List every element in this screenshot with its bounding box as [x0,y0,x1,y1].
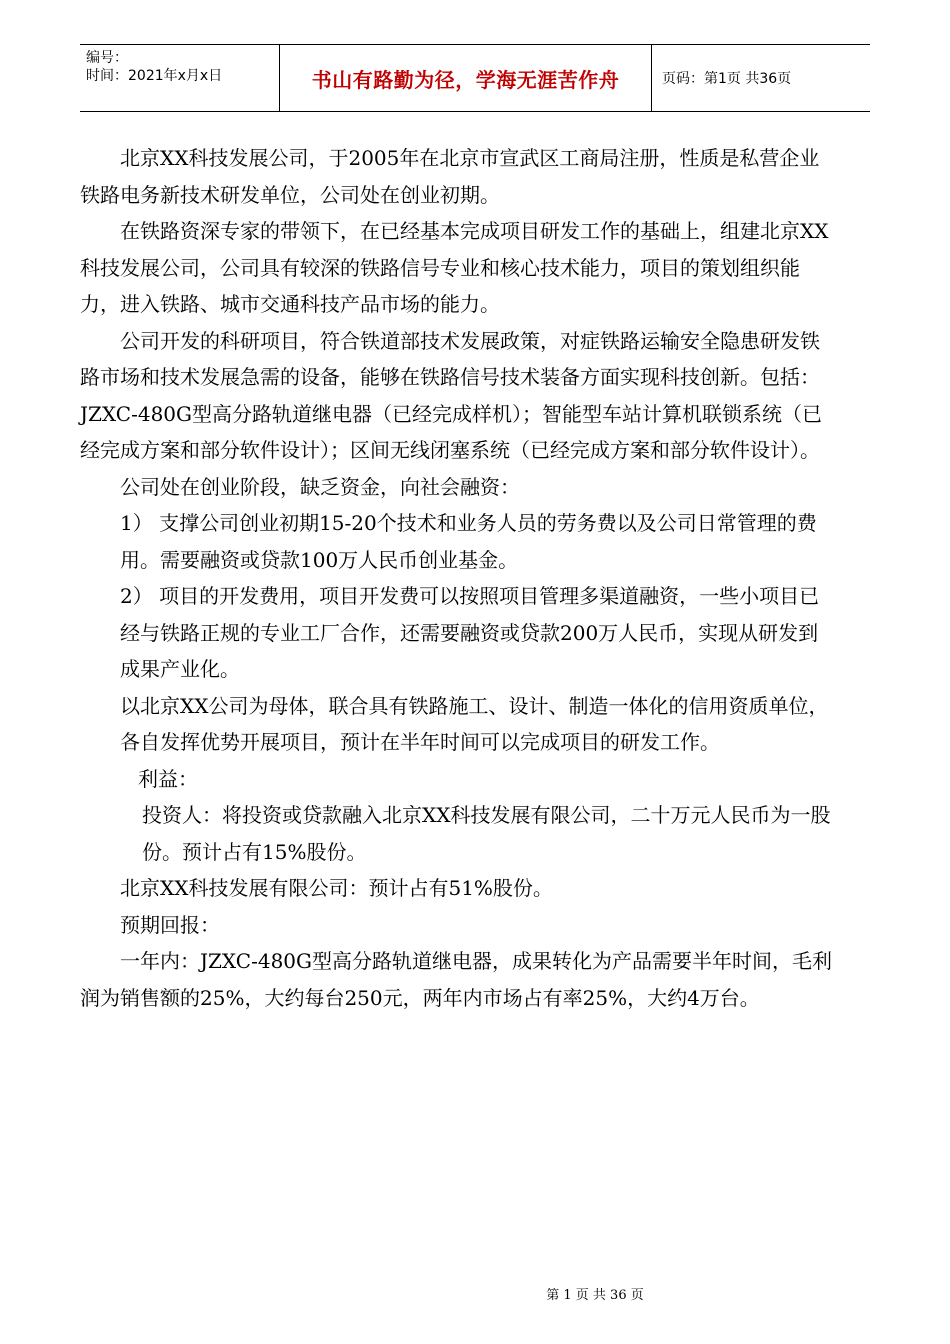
header-motto: 书山有路勤为径，学海无涯苦作舟 [280,45,652,111]
financing-item-2: 2） 项目的开发费用，项目开发费可以按照项目管理多渠道融资，一些小项目已经与铁路正规的专业工厂合作，还需要融资或贷款200万人民币，实现从研发到成果产业化。 [120,584,820,681]
paragraph-year1-return: 一年内：JZXC-480G型高分路轨道继电器，成果转化为产品需要半年时间，毛利润为销售额的25%，大约每台250元，两年内市场占有率25%，大约4万台。 [80,949,833,1010]
paragraph-research-projects: 公司开发的科研项目，符合铁道部技术发展政策，对症铁路运输安全隐患研发铁路市场和技术发展急需的设备，能够在铁路信号技术装备方面实现科技创新。包括：JZXC-480G型高分路轨道继电器（已经完成样机）；智能型车站计算机联锁系统（已经完成方案和部分软件设计）；区间无线闭塞系统（已经完成方案和部分软件设计）。 [80,328,823,462]
expected-return-label: 预期回报： [120,912,220,937]
page-header [80,44,870,112]
paragraph-financing-intro: 公司处在创业阶段，缺乏资金，向社会融资： [120,474,520,499]
financing-item-1: 1） 支撑公司创业初期15-20个技术和业务人员的劳务费以及公司日常管理的费用。需要融资或贷款100万人民币创业基金。 [120,511,817,572]
document-number-label: 编号： [86,50,128,66]
header-meta [80,45,280,111]
paragraph-expert-team: 在铁路资深专家的带领下，在已经基本完成项目研发工作的基础上，组建北京XX科技发展公司，公司具有较深的铁路信号专业和核心技术能力，项目的策划组织能力，进入铁路、城市交通科技产品市场的能力。 [80,219,829,316]
document-body [80,140,832,1016]
paragraph-partnership: 以北京XX公司为母体，联合具有铁路施工、设计、制造一体化的信用资质单位，各自发挥优势开展项目，预计在半年时间可以完成项目的研发工作。 [120,693,829,754]
benefit-label: 利益： [138,766,198,791]
paragraph-investor: 投资人：将投资或贷款融入北京XX科技发展有限公司，二十万元人民币为一股份。预计占有15%股份。 [142,803,831,864]
paragraph-company-intro: 北京XX科技发展公司，于2005年在北京市宣武区工商局注册，性质是私营企业铁路电务新技术研发单位，公司处在创业初期。 [80,146,820,207]
paragraph-company-share: 北京XX科技发展有限公司：预计占有51%股份。 [120,876,553,900]
page-footer: 第 1 页 共 36 页 [546,1288,644,1303]
header-page-info: 页码：第1页 共36页 [662,71,792,87]
document-date: 时间：2021年x月x日 [86,68,223,84]
